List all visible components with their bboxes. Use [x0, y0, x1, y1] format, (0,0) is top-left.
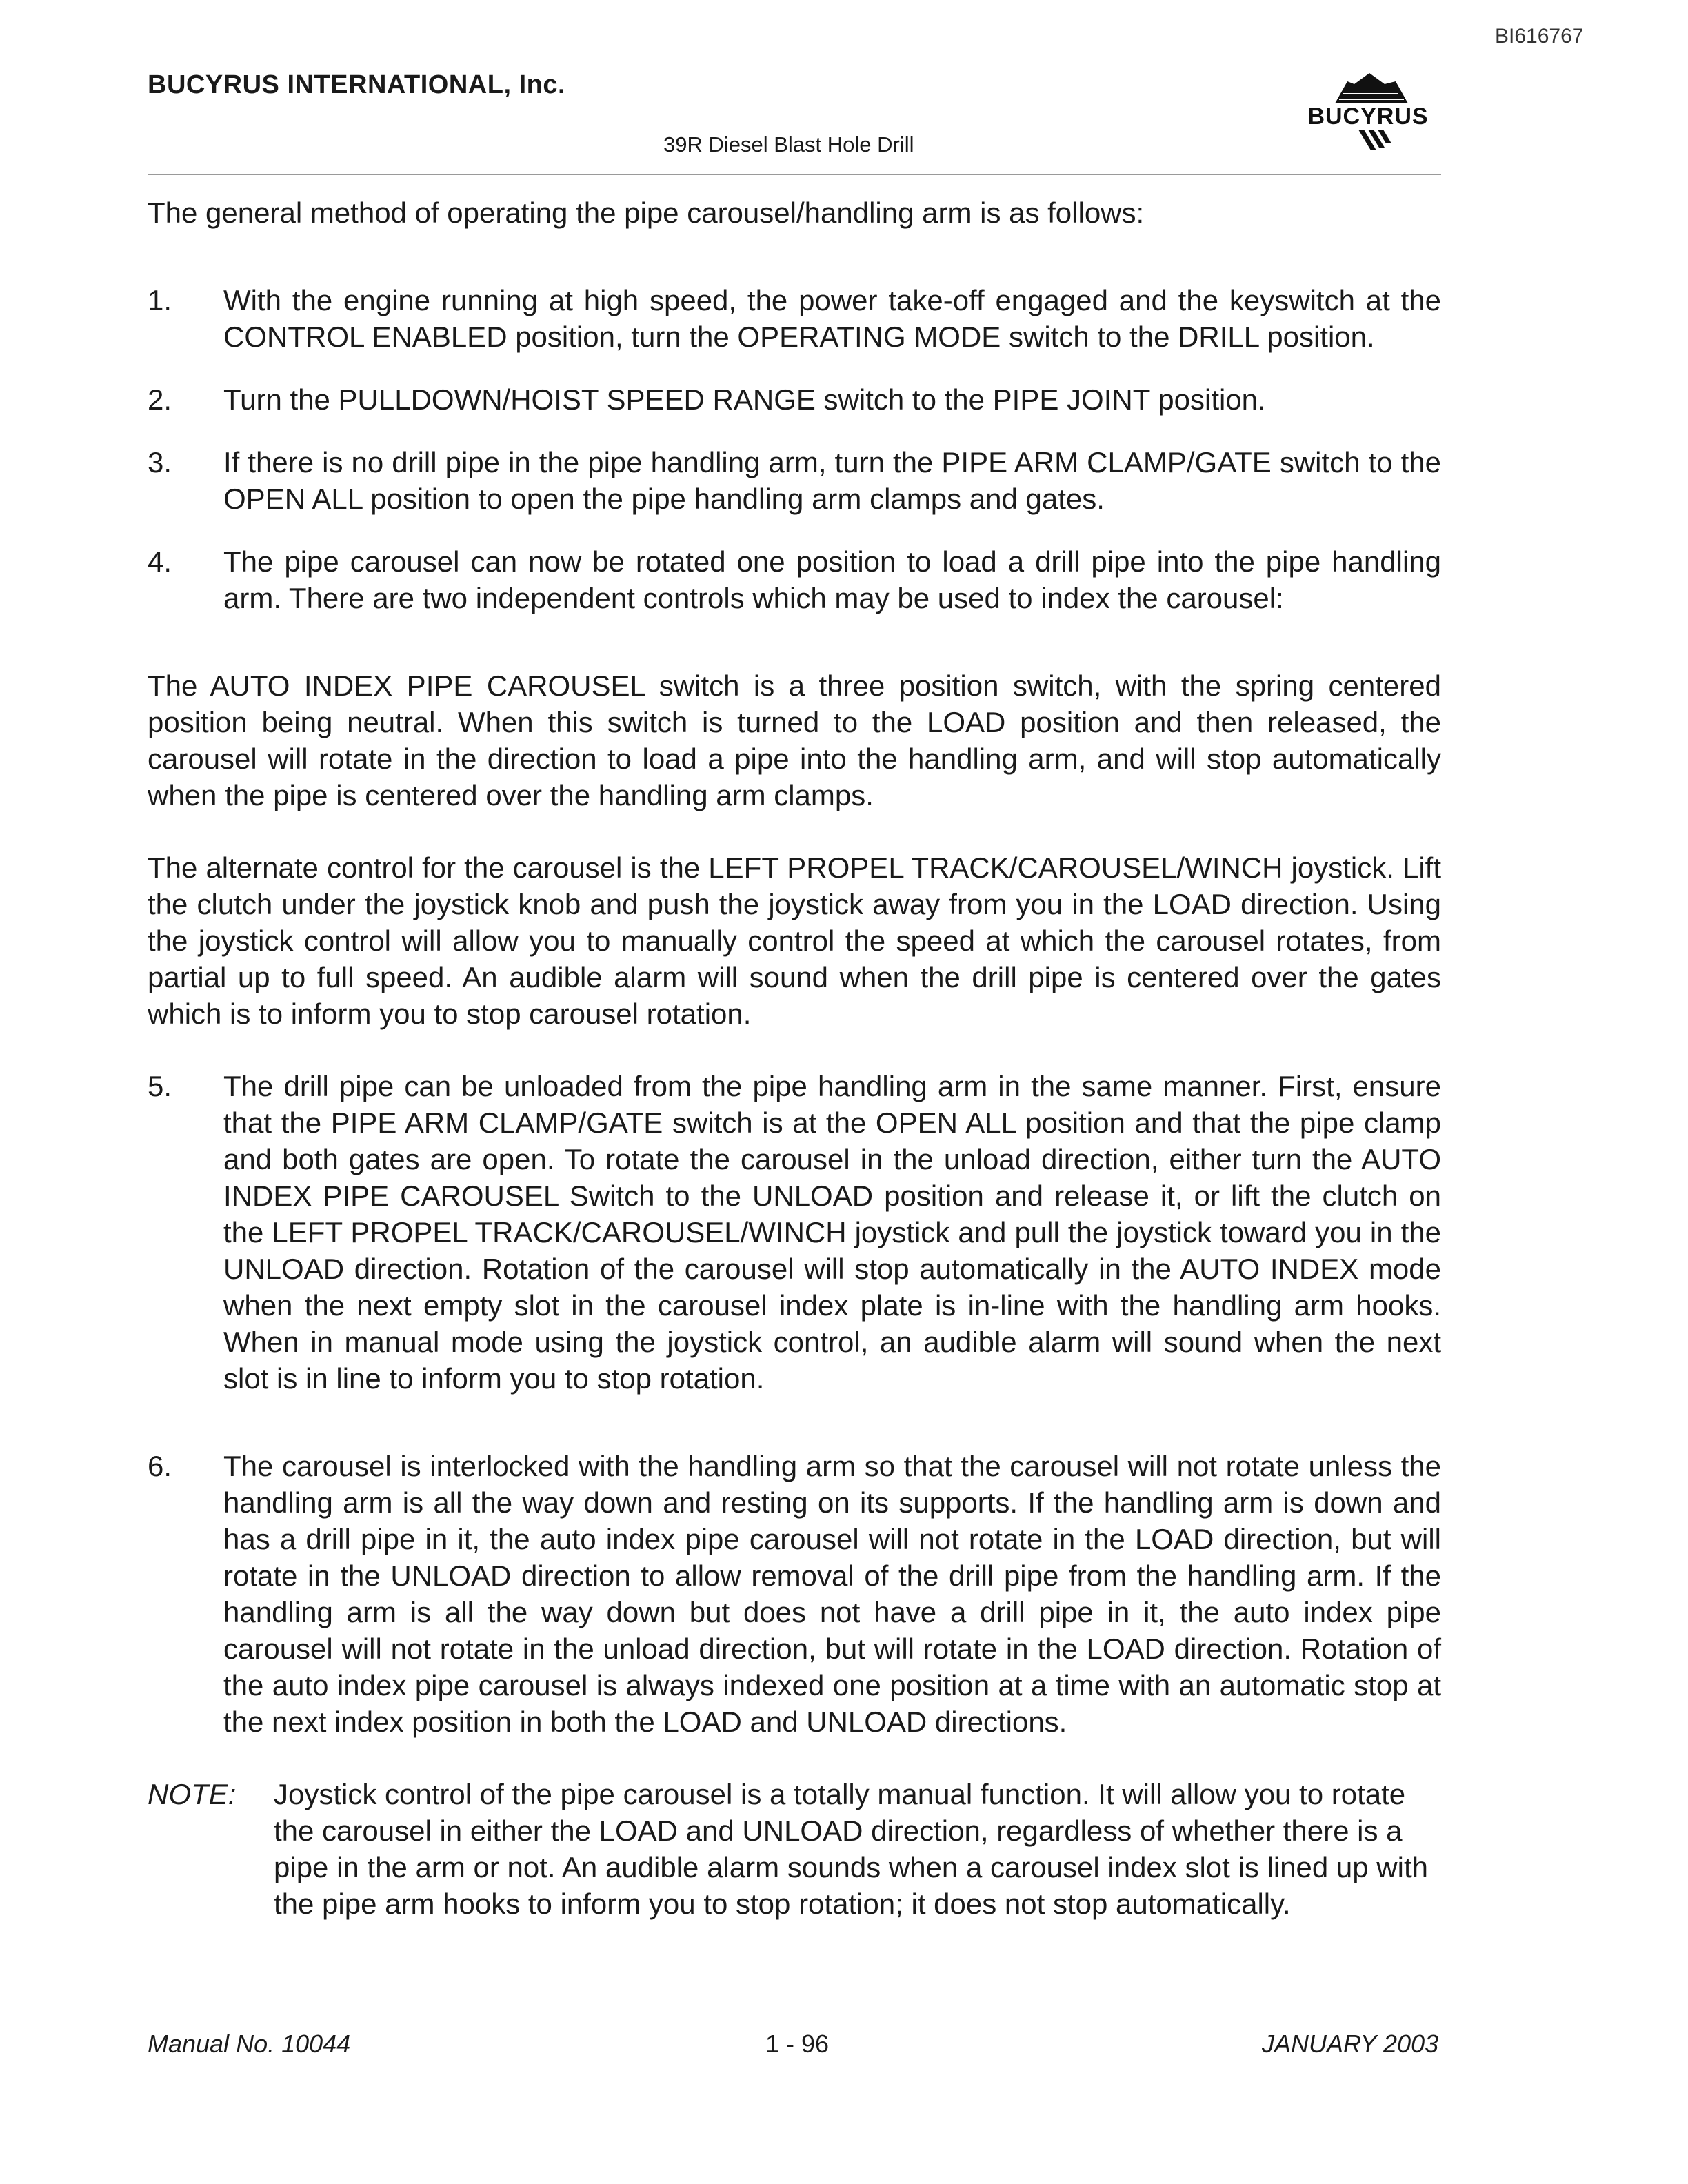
intro-text: The general method of operating the pipe carousel/handling arm is as follows: [148, 196, 1145, 229]
footer-page-number: 1 - 96 [765, 2030, 830, 2058]
bucyrus-logo [1295, 69, 1441, 159]
list-item [148, 543, 1441, 616]
list-item [148, 1448, 1441, 1740]
company-name: BUCYRUS INTERNATIONAL, Inc. [148, 70, 566, 99]
list-item [148, 381, 1441, 418]
list-item-text: With the engine running at high speed, the power take-off engaged and the keyswitch at the CONTROL ENABLED position, turn the OPERATING MODE switch to the DRILL position. [223, 284, 1441, 353]
list-item-text: Turn the PULLDOWN/HOIST SPEED RANGE switch to the PIPE JOINT position. [223, 383, 1266, 416]
footer-date: JANUARY 2003 [1262, 2030, 1439, 2058]
list-item-text: The carousel is interlocked with the handling arm so that the carousel will not rotate unless the handling arm is all the way down and resting on its supports. If the handling arm is down and has a drill pipe in it, the auto index pipe carousel will not rotate in the LOAD direction, but will rotate in the UNLOAD direction to allow removal of the drill pipe from the handling arm. If the handling arm is all the way down but does not have a drill pipe in it, the auto index pipe carousel will not rotate in the unload direction, but will rotate in the LOAD direction. Rotation of the auto index pipe carousel is always indexed one position at a time with an automatic stop at the next index position in both the LOAD and UNLOAD directions. [223, 1450, 1441, 1738]
list-item-text: The drill pipe can be unloaded from the pipe handling arm in the same manner. First, ensure that the PIPE ARM CLAMP/GATE switch is at the OPEN ALL position and that the pipe clamp and both gates are open. To rotate the carousel in the unload direction, either turn the AUTO INDEX PIPE CAROUSEL Switch to the UNLOAD position and release it, or lift the clutch on the LEFT PROPEL TRACK/CAROUSEL/WINCH joystick and pull the joystick toward you in the UNLOAD direction. Rotation of the carousel will stop automatically in the AUTO INDEX mode when the next empty slot in the carousel index plate is in-line with the handling arm hooks. When in manual mode using the joystick control, an audible alarm will sound when the next slot is in line to inform you to stop rotation. [223, 1070, 1441, 1395]
list-item-number: 3. [148, 446, 172, 478]
alternate-control-paragraph: The alternate control for the carousel is the LEFT PROPEL TRACK/CAROUSEL/WINCH joystick. Lift the clutch under the joystick knob and push the joystick away from you in the LOAD direction. Using the joystick control will allow you to manually control the speed at which the carousel rotates, from partial up to full speed. An audible alarm will sound when the drill pipe is centered over the gates which is to inform you to stop carousel rotation. [148, 851, 1441, 1030]
list-item-number: 6. [148, 1450, 172, 1482]
list-item-number: 5. [148, 1070, 172, 1102]
auto-index-paragraph: The AUTO INDEX PIPE CAROUSEL switch is a three position switch, with the spring centered position being neutral. When this switch is turned to the LOAD position and then released, the carousel will rotate in the direction to load a pipe into the handling arm, and will stop automatically when the pipe is centered over the handling arm clamps. [148, 669, 1441, 811]
svg-text:BUCYRUS: BUCYRUS [1307, 103, 1429, 130]
list-item [148, 444, 1441, 517]
document-id: BI616767 [1495, 25, 1584, 48]
list-item [148, 1068, 1441, 1397]
list-item [148, 282, 1441, 355]
note-text: Joystick control of the pipe carousel is a totally manual function. It will allow you to rotate the carousel in either the LOAD and UNLOAD direction, regardless of whether there is a pipe in the arm or not. An audible alarm sounds when a carousel index slot is lined up with the pipe arm hooks to inform you to stop rotation; it does not stop automatically. [274, 1778, 1428, 1920]
footer-manual-number: Manual No. 10044 [148, 2030, 351, 2058]
note-label: NOTE: [148, 1778, 237, 1810]
page-content [148, 194, 1441, 1922]
header-divider [148, 174, 1441, 175]
list-item-number: 2. [148, 383, 172, 416]
list-item-number: 4. [148, 545, 172, 578]
document-subtitle: 39R Diesel Blast Hole Drill [663, 132, 914, 156]
list-item-text: If there is no drill pipe in the pipe handling arm, turn the PIPE ARM CLAMP/GATE switch to the OPEN ALL position to open the pipe handling arm clamps and gates. [223, 446, 1441, 515]
list-item-number: 1. [148, 284, 172, 316]
note-block [148, 1776, 1441, 1922]
list-item-text: The pipe carousel can now be rotated one position to load a drill pipe into the pipe handling arm. There are two independent controls which may be used to index the carousel: [223, 545, 1441, 614]
